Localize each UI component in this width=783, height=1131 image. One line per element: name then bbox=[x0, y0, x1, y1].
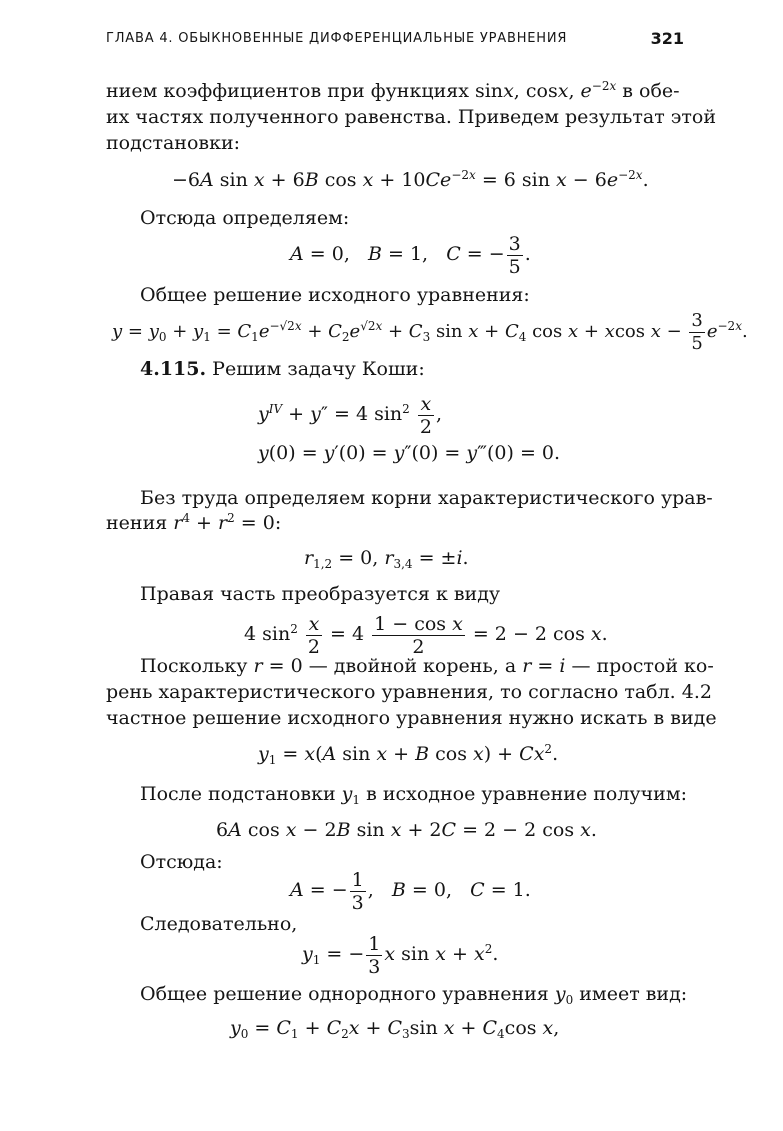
chapter-title: ГЛАВА 4. ОБЫКНОВЕННЫЕ ДИФФЕРЕНЦИАЛЬНЫЕ УРАВНЕНИЯ bbox=[106, 31, 568, 46]
equation-9: 6A cos x − 2B sin x + 2C = 2 − 2 cos x. bbox=[216, 819, 597, 841]
equation-2: A = 0, B = 1, C = − $\frac{3}{5}$ . bbox=[290, 232, 531, 278]
paragraph-line: частное решение исходного уравнения нужно искать в виде bbox=[106, 707, 717, 729]
fraction: $\frac{1}{3}$ bbox=[368, 932, 381, 978]
equation-1: −6A sin x + 6B $\cos x + 10Ce^{-2x} = 6$ $\sin x - 6e^{-2x}$. bbox=[172, 168, 649, 191]
equation-7: 4 $\sin^2$ $\frac{x}{2}$ = 4 $\frac{\text{1 − cos x}}{2}$ = 2 − 2 cos x. bbox=[244, 612, 608, 658]
paragraph-line: их частях полученного равенства. Приведем результат этой bbox=[106, 106, 717, 128]
paragraph-line: Отсюда: bbox=[140, 851, 223, 873]
equation-6: $r_{1,2} = 0$, $r_{3,4} = \pm i$. bbox=[304, 547, 469, 571]
equation-12: $y_0 = C_1 + C_2x + C_3\sin$ $x + C_4\cos$ x, bbox=[230, 1017, 560, 1041]
paragraph-line: рень характеристического уравнения, то согласно табл. 4.2 bbox=[106, 681, 712, 703]
fraction: $\frac{x}{2}$ bbox=[307, 612, 320, 658]
paragraph-line: Правая часть преобразуется к виду bbox=[140, 583, 501, 605]
equation-10: A = − $\frac{1}{3}$ , B = 0, C = 1. bbox=[290, 868, 531, 914]
page-number: 321 bbox=[650, 29, 684, 48]
equation-5: y(0) = y′(0) = y″(0) = y‴(0) = 0. bbox=[258, 442, 561, 464]
equation-8: $y_1 = x(A$ sin x + B $\cos x) + Cx^2$. bbox=[258, 742, 559, 767]
paragraph-line: подстановки: bbox=[106, 132, 241, 154]
paragraph-line: нием коэффициентов при функциях sinx, cosx, $e^{-2x}$ в обе- bbox=[106, 79, 680, 102]
equation-3: $y = y_0 + y_1 = C_1e^{-√2x} + C_2e^{√2x} + C_3$ $\sin x + C_4$ cos x + xcos x − $\frac{3}{5}$ $e^{-2x}$. bbox=[112, 309, 748, 354]
problem-number: 4.115. bbox=[140, 358, 207, 380]
fraction: $\frac{\text{1 − cos x}}{2}$ bbox=[374, 612, 463, 658]
equation-4: $y^{IV} + y'' = 4$ $\sin^2$ $\frac{x}{2}$ , bbox=[258, 392, 442, 438]
paragraph-line: Без труда определяем корни характеристического урав- bbox=[140, 487, 713, 509]
fraction: $\frac{1}{3}$ bbox=[351, 868, 364, 914]
paragraph-line: Поскольку r = 0 — двойной корень, а r = i — простой ко- bbox=[140, 655, 714, 677]
fraction: $\frac{x}{2}$ bbox=[419, 392, 432, 438]
fraction: $\frac{3}{5}$ bbox=[691, 309, 703, 354]
fraction: $\frac{3}{5}$ bbox=[508, 232, 521, 278]
paragraph-line: нения $r^4 + r^2 = 0$: bbox=[106, 511, 282, 534]
paragraph-line: После подстановки $y_1$ в исходное уравнение получим: bbox=[140, 783, 688, 807]
problem-heading bbox=[140, 357, 425, 381]
problem-text: Решим задачу Коши: bbox=[212, 358, 425, 380]
paragraph-line: Общее решение однородного уравнения $y_0$ имеет вид: bbox=[140, 983, 688, 1007]
paragraph-line: Отсюда определяем: bbox=[140, 207, 350, 229]
equation-11: $y_1$ = − $\frac{1}{3}$ x $\sin x + x^2$. bbox=[302, 932, 499, 978]
paragraph-line: Общее решение исходного уравнения: bbox=[140, 284, 530, 306]
running-header bbox=[106, 29, 684, 51]
paragraph-line: Следовательно, bbox=[140, 913, 298, 935]
